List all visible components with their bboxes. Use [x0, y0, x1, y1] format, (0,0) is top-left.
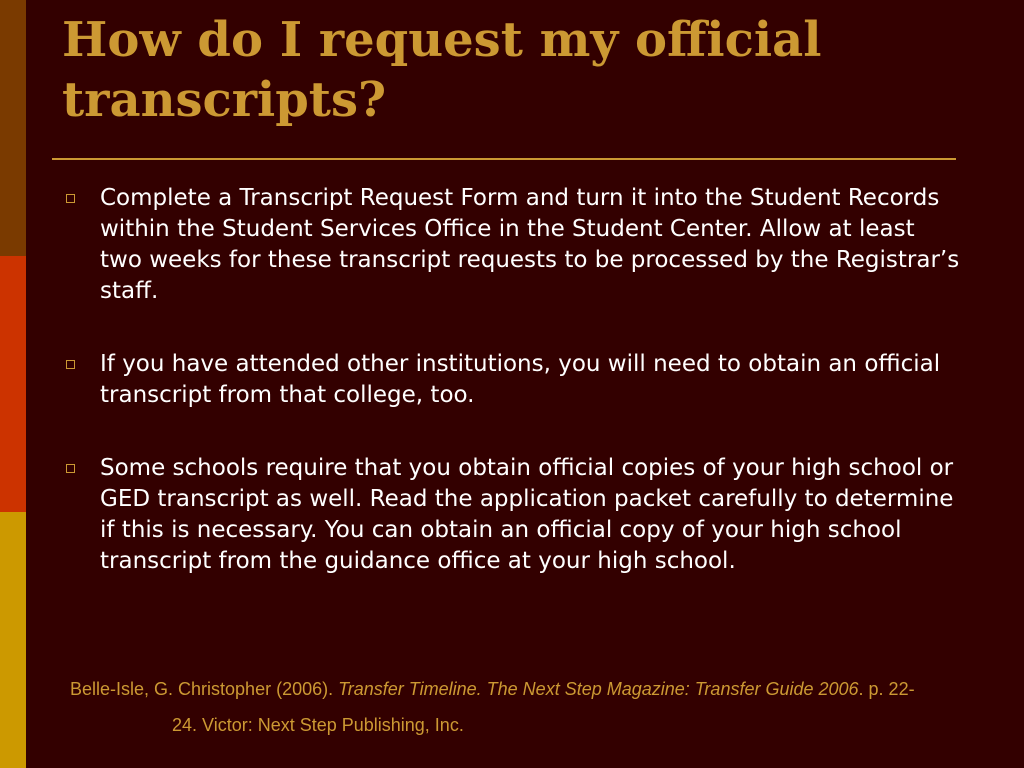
citation	[70, 671, 932, 743]
bullet-item-2	[62, 349, 962, 411]
side-bar-bottom	[0, 512, 26, 768]
bullet-list	[62, 183, 962, 619]
bullet-text: If you have attended other institutions, you will need to obtain an official transcript from that college, too.	[100, 351, 941, 408]
bullet-text: Some schools require that you obtain official copies of your high school or GED transcript as well. Read the application packet carefully to determine if this is necessary. You can obtain an official copy of your high school transcript from the guidance office at your high school.	[100, 455, 954, 574]
square-bullet-icon	[66, 194, 75, 203]
citation-publisher: . p. 22-24. Victor: Next Step Publishing, Inc.	[172, 679, 915, 735]
citation-author: Belle-Isle, G. Christopher (2006).	[70, 679, 339, 699]
side-bar-top	[0, 0, 26, 256]
bullet-item-1	[62, 183, 962, 307]
side-bar-middle	[0, 256, 26, 512]
citation-title: Transfer Timeline. The Next Step Magazine: Transfer Guide 2006	[338, 679, 859, 699]
square-bullet-icon	[66, 360, 75, 369]
slide-title: How do I request my official transcripts?	[62, 12, 822, 128]
bullet-item-3	[62, 453, 962, 577]
bullet-text: Complete a Transcript Request Form and turn it into the Student Records within the Student Services Office in the Student Center. Allow at least two weeks for these transcript requests to be processed by the Registrar’s staff.	[100, 185, 960, 304]
square-bullet-icon	[66, 464, 75, 473]
title-divider	[52, 158, 956, 160]
